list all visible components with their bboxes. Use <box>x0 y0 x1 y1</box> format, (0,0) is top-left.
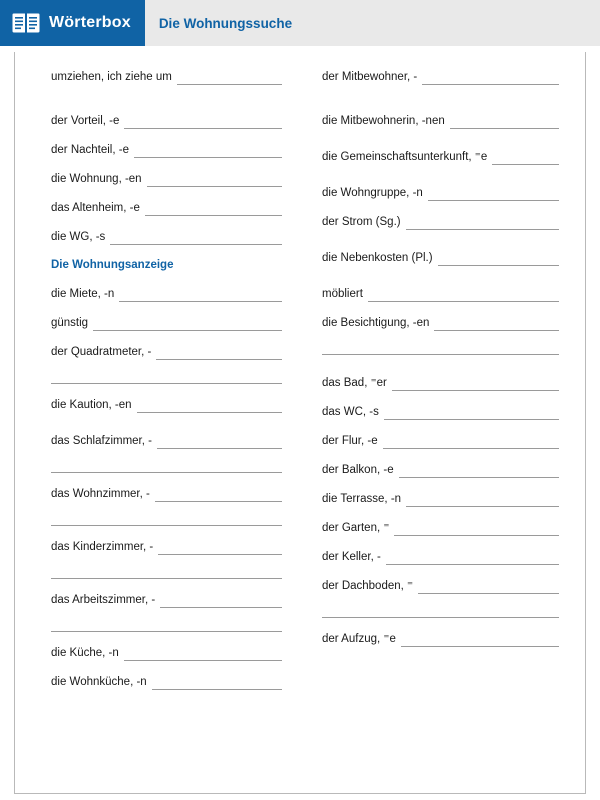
vocabulary-term: die Terrasse, -n <box>322 493 402 505</box>
vocabulary-term: das WC, -s <box>322 406 379 418</box>
vocabulary-term: die Kaution, -en <box>51 399 132 411</box>
vocabulary-entry <box>51 536 282 555</box>
writing-line[interactable] <box>386 551 559 565</box>
vocabulary-term: der Flur, -e <box>322 435 378 447</box>
vocabulary-term: die Besichtigung, -en <box>322 317 430 329</box>
writing-line[interactable] <box>51 618 282 632</box>
vocabulary-entry <box>322 146 559 165</box>
vocabulary-term: die Miete, -n <box>51 288 115 300</box>
vocabulary-entry <box>322 182 559 201</box>
writing-line[interactable] <box>110 231 282 245</box>
writing-line[interactable] <box>401 633 559 647</box>
spacer <box>51 95 282 110</box>
vocabulary-term: das Altenheim, -e <box>51 202 140 214</box>
section-subheading: Die Wohnungsanzeige <box>51 259 174 271</box>
vocabulary-entry <box>322 575 559 594</box>
vocabulary-entry <box>51 671 282 690</box>
spacer <box>322 240 559 247</box>
vocabulary-term: der Aufzug, ⁼e <box>322 633 396 645</box>
vocabulary-term: der Strom (Sg.) <box>322 216 401 228</box>
spacer <box>322 175 559 182</box>
vocabulary-entry <box>322 401 559 420</box>
columns-wrapper <box>15 52 585 793</box>
writing-line[interactable] <box>155 488 282 502</box>
writing-line[interactable] <box>119 288 282 302</box>
vocabulary-entry <box>51 394 282 413</box>
writing-line[interactable] <box>399 464 559 478</box>
vocabulary-entry <box>51 168 282 187</box>
vocabulary-entry <box>322 110 559 129</box>
writing-line[interactable] <box>394 522 559 536</box>
vocabulary-entry <box>51 483 282 502</box>
brand-block <box>0 0 145 46</box>
writing-line[interactable] <box>368 288 559 302</box>
vocabulary-entry <box>322 488 559 507</box>
writing-line[interactable] <box>434 317 559 331</box>
vocabulary-entry <box>322 372 559 391</box>
vocabulary-entry <box>322 211 559 230</box>
vocabulary-entry <box>322 283 559 302</box>
vocabulary-term: der Balkon, -e <box>322 464 394 476</box>
vocabulary-term: der Garten, ⁼ <box>322 522 390 534</box>
writing-line[interactable] <box>160 594 282 608</box>
vocabulary-entry <box>322 517 559 536</box>
writing-line[interactable] <box>450 115 559 129</box>
vocabulary-term: das Kinderzimmer, - <box>51 541 154 553</box>
writing-line[interactable] <box>406 216 559 230</box>
vocabulary-term: das Schlafzimmer, - <box>51 435 152 447</box>
writing-line[interactable] <box>145 202 282 216</box>
right-column <box>300 66 585 793</box>
writing-line[interactable] <box>492 151 559 165</box>
vocabulary-entry <box>322 459 559 478</box>
vocabulary-entry <box>322 546 559 565</box>
writing-line[interactable] <box>392 377 559 391</box>
vocabulary-entry <box>51 110 282 129</box>
spacer <box>322 365 559 372</box>
vocabulary-term: die Wohnung, -en <box>51 173 142 185</box>
vocabulary-term: die Wohngruppe, -n <box>322 187 423 199</box>
spacer <box>51 423 282 430</box>
open-book-icon <box>12 12 40 34</box>
vocabulary-term: günstig <box>51 317 89 329</box>
vocabulary-term: die Küche, -n <box>51 647 119 659</box>
vocabulary-term: die Nebenkosten (Pl.) <box>322 252 433 264</box>
writing-line[interactable] <box>428 187 559 201</box>
writing-line[interactable] <box>93 317 282 331</box>
vocabulary-entry <box>51 312 282 331</box>
vocabulary-entry <box>51 139 282 158</box>
vocabulary-term: der Quadratmeter, - <box>51 346 152 358</box>
vocabulary-entry <box>51 197 282 216</box>
vocabulary-term: die Gemeinschaftsunterkunft, ⁼e <box>322 151 488 163</box>
vocabulary-entry <box>51 642 282 661</box>
spacer <box>322 95 559 110</box>
writing-line[interactable] <box>137 399 282 413</box>
writing-line[interactable] <box>124 115 282 129</box>
vocabulary-term: die WG, -s <box>51 231 106 243</box>
vocabulary-entry <box>322 312 559 331</box>
vocabulary-term: das Arbeitszimmer, - <box>51 594 156 606</box>
writing-line[interactable] <box>152 676 282 690</box>
vocabulary-term: umziehen, ich ziehe um <box>51 71 172 83</box>
vocabulary-entry <box>51 430 282 449</box>
vocabulary-term: der Keller, - <box>322 551 381 563</box>
writing-line[interactable] <box>322 604 559 618</box>
writing-line[interactable] <box>51 512 282 526</box>
vocabulary-entry <box>51 341 282 360</box>
vocabulary-term: die Wohnküche, -n <box>51 676 147 688</box>
vocabulary-term: das Wohnzimmer, - <box>51 488 150 500</box>
writing-line[interactable] <box>51 565 282 579</box>
vocabulary-sheet <box>14 52 586 794</box>
writing-line[interactable] <box>418 580 559 594</box>
vocabulary-term: der Vorteil, -e <box>51 115 120 127</box>
vocabulary-entry <box>51 66 282 85</box>
writing-line[interactable] <box>384 406 559 420</box>
writing-line[interactable] <box>177 71 282 85</box>
vocabulary-term: der Dachboden, ⁼ <box>322 580 414 592</box>
vocabulary-term: das Bad, ⁼er <box>322 377 387 389</box>
vocabulary-entry <box>322 628 559 647</box>
vocabulary-term: möbliert <box>322 288 363 300</box>
chapter-title: Die Wohnungssuche <box>158 15 293 31</box>
vocabulary-entry <box>51 589 282 608</box>
writing-line[interactable] <box>51 370 282 384</box>
vocabulary-entry <box>322 66 559 85</box>
vocabulary-entry <box>322 430 559 449</box>
spacer <box>322 276 559 283</box>
writing-line[interactable] <box>51 459 282 473</box>
vocabulary-term: der Nachteil, -e <box>51 144 129 156</box>
vocabulary-entry <box>322 247 559 266</box>
vocabulary-term: der Mitbewohner, - <box>322 71 418 83</box>
left-column <box>15 66 300 793</box>
writing-line[interactable] <box>422 71 559 85</box>
page-header <box>0 0 600 46</box>
writing-line[interactable] <box>157 435 282 449</box>
writing-line[interactable] <box>383 435 559 449</box>
writing-line[interactable] <box>438 252 559 266</box>
vocabulary-term: die Mitbewohnerin, -nen <box>322 115 445 127</box>
vocabulary-entry <box>51 226 282 245</box>
writing-line[interactable] <box>158 541 282 555</box>
brand-title: Wörterbox <box>49 14 131 31</box>
writing-line[interactable] <box>322 341 559 355</box>
spacer <box>322 139 559 146</box>
writing-line[interactable] <box>406 493 559 507</box>
writing-line[interactable] <box>147 173 282 187</box>
writing-line[interactable] <box>156 346 282 360</box>
writing-line[interactable] <box>134 144 282 158</box>
vocabulary-entry <box>51 283 282 302</box>
writing-line[interactable] <box>124 647 282 661</box>
